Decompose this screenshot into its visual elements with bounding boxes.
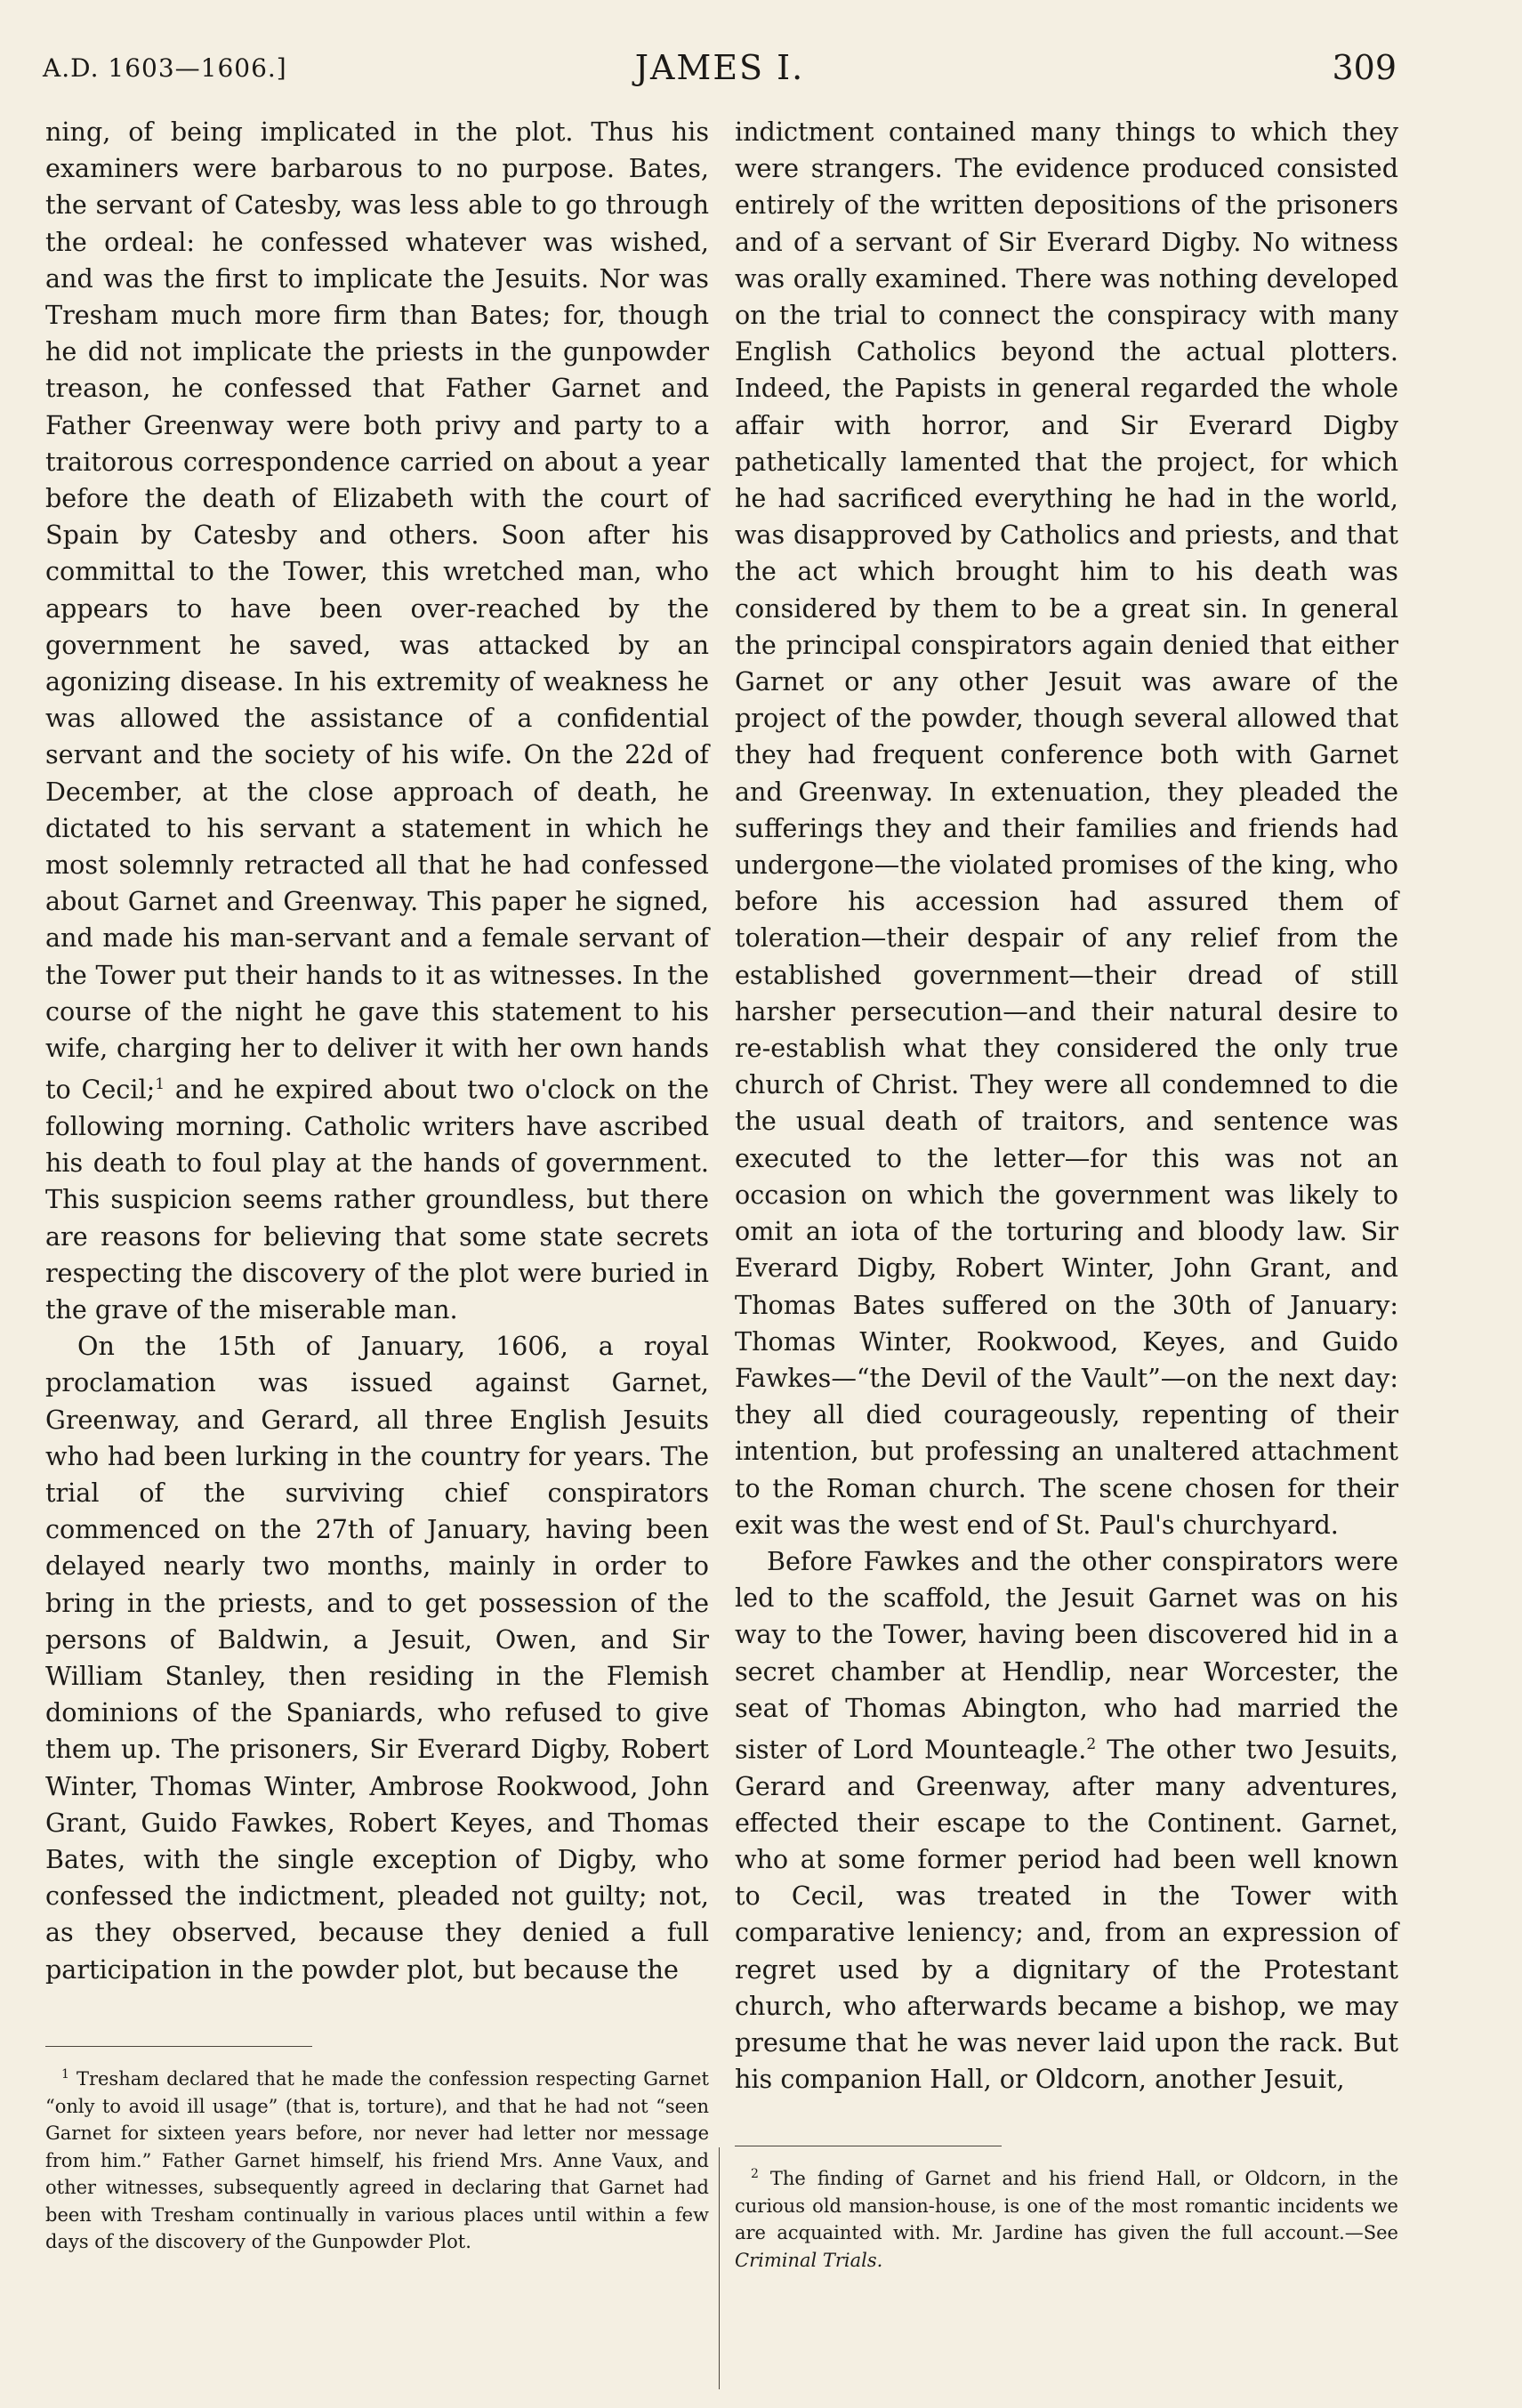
footnote-block-left — [45, 2046, 709, 2256]
left-p1-text: ning, of being implicated in the plot. Thus his examiners were barbarous to no purpose. Bates, the servant of Catesby, was less able to go through the ordeal: he confessed whatever was wished, and was the first to implicate the Jesuits. Nor was Tresham much more firm than Bates; for, though he did not implicate the priests in the gunpowder treason, he confessed that Father Garnet and Father Greenway were both privy and party to a traitorous correspondence carried on about a year before the death of Elizabeth with the court of Spain by Catesby and others. Soon after his committal to the Tower, this wretched man, who appears to have been over-reached by the government he saved, was attacked by an agonizing disease. In his extremity of weakness he was allowed the assistance of a confidential servant and the society of his wife. On the 22d of December, at the close approach of death, he dictated to his servant a statement in which he most solemnly retracted all that he had confessed about Garnet and Greenway. This paper he signed, and made his man-servant and a female servant of the Tower put their hands to it as witnesses. In the course of the night he gave this statement to his wife, charging her to deliver it with her own hands to Cecil; — [45, 117, 709, 1105]
footnote-1-mark: 1 — [61, 2067, 69, 2082]
footnote-2 — [735, 2161, 1398, 2274]
right-column — [735, 114, 1398, 2098]
footnote-rule-left — [45, 2046, 312, 2047]
page-number: 309 — [1332, 48, 1397, 87]
footnote-1 — [45, 2061, 709, 2256]
footnote-ref-1: 1 — [155, 1075, 165, 1094]
header-date-range: A.D. 1603—1606.] — [43, 53, 287, 83]
left-paragraph-1 — [45, 114, 709, 1328]
footnote-block-right — [735, 2146, 1398, 2274]
footnote-2-source: Criminal Trials. — [735, 2249, 883, 2271]
footnote-ref-2: 2 — [1086, 1735, 1097, 1753]
left-p1-tail: and he expired about two o'clock on the following morning. Catholic writers have ascribed his death to foul play at the hands of government. This suspicion seems rather groundless, but there are reasons for believing that some state secrets respecting the discovery of the plot were buried in the grave of the miserable man. — [45, 1074, 709, 1325]
footnote-1-text: Tresham declared that he made the confession respecting Garnet “only to avoid ill usage” (that is, torture), and that he had not “seen Garnet for sixteen years before, nor never had letter nor message from him.” Father Garnet himself, his friend Mrs. Anne Vaux, and other witnesses, subsequently agreed in declaring that Garnet had been with Tresham continually in various places until within a few days of the discovery of the Gunpowder Plot. — [45, 2068, 709, 2252]
left-column — [45, 114, 709, 1988]
footnote-column-divider — [719, 2147, 720, 2389]
right-paragraph-2 — [735, 1543, 1398, 2098]
right-p2-tail: The other two Jesuits, Gerard and Greenway, after many adventures, effected their escape to the Continent. Garnet, who at some former period had been well known to Cecil, was treated in the Tower with comparative leniency; and, from an expression of regret used by a dignitary of the Protestant church, who afterwards became a bishop, we may presume that he was never laid upon the rack. But his companion Hall, or Oldcorn, another Jesuit, — [735, 1734, 1399, 2095]
footnote-2-text: The finding of Garnet and his friend Hall, or Oldcorn, in the curious old mansion-house, is one of the most romantic incidents we are acquainted with. Mr. Jardine has given the full account.—See — [735, 2168, 1398, 2243]
right-p2-text: Before Fawkes and the other conspirators were led to the scaffold, the Jesuit Garnet was on his way to the Tower, having been discovered hid in a secret chamber at Hendlip, near Worcester, the seat of Thomas Abington, who had married the sister of Lord Mounteagle. — [735, 1545, 1398, 1765]
running-header — [43, 48, 1397, 91]
footnote-2-mark: 2 — [751, 2167, 759, 2181]
header-title: JAMES I. — [634, 48, 805, 87]
left-paragraph-2: On the 15th of January, 1606, a royal proclamation was issued against Garnet, Greenway, and Gerard, all three English Jesuits who had been lurking in the country for years. The trial of the surviving chief conspirators commenced on the 27th of January, having been delayed nearly two months, mainly in order to bring in the priests, and to get possession of the persons of Baldwin, a Jesuit, Owen, and Sir William Stanley, then residing in the Flemish dominions of the Spaniards, who refused to give them up. The prisoners, Sir Everard Digby, Robert Winter, Thomas Winter, Ambrose Rookwood, John Grant, Guido Fawkes, Robert Keyes, and Thomas Bates, with the single exception of Digby, who confessed the indictment, pleaded not guilty; not, as they observed, because they denied a full participation in the powder plot, but because the — [45, 1331, 709, 1985]
right-paragraph-1: indictment contained many things to which they were strangers. The evidence produced consisted entirely of the written depositions of the prisoners and of a servant of Sir Everard Digby. No witness was orally examined. There was nothing developed on the trial to connect the conspiracy with many English Catholics beyond the actual plotters. Indeed, the Papists in general regarded the whole affair with horror, and Sir Everard Digby pathetically lamented that the project, for which he had sacrificed everything he had in the world, was disapproved by Catholics and priests, and that the act which brought him to his death was considered by them to be a great sin. In general the principal conspirators again denied that either Garnet or any other Jesuit was aware of the project of the powder, though several allowed that they had frequent conference both with Garnet and Greenway. In extenuation, they pleaded the sufferings they and their families and friends had undergone—the violated promises of the king, who before his accession had assured them of toleration—their despair of any relief from the established government—their dread of still harsher persecution—and their natural desire to re-establish what they considered the only true church of Christ. They were all condemned to die the usual death of traitors, and sentence was executed to the letter—for this was not an occasion on which the government was likely to omit an iota of the torturing and bloody law. Sir Everard Digby, Robert Winter, John Grant, and Thomas Bates suffered on the 30th of January: Thomas Winter, Rookwood, Keyes, and Guido Fawkes—“the Devil of the Vault”—on the next day: they all died courageously, repenting of their intention, but professing an unaltered attachment to the Roman church. The scene chosen for their exit was the west end of St. Paul's churchyard. — [735, 117, 1398, 1540]
